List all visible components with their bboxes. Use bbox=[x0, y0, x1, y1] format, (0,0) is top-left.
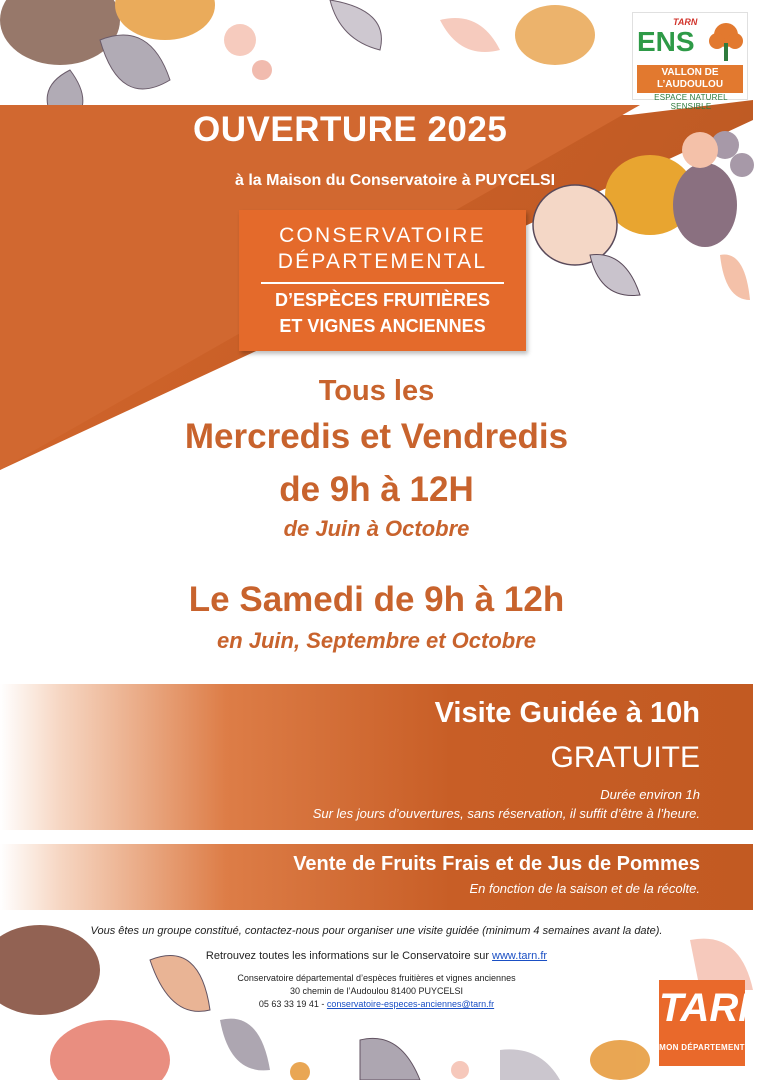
group-note: Vous êtes un groupe constitué, contactez-nous pour organiser une visite guidée (minimum 4 semaines avant la date). bbox=[90, 925, 663, 937]
tarn-logo-word: TARN bbox=[659, 986, 767, 1030]
schedule-days: Mercredis et Vendredis bbox=[184, 417, 569, 456]
visite-note: Sur les jours d’ouvertures, sans réservation, il suffit d’être à l’heure. bbox=[312, 806, 700, 821]
conservatoire-line3: D’ESPÈCES FRUITIÈRES bbox=[274, 290, 491, 310]
ens-logo-word: ENS bbox=[637, 26, 695, 57]
visite-title: Visite Guidée à 10h bbox=[434, 697, 700, 729]
schedule-saturday-period: en Juin, Septembre et Octobre bbox=[216, 628, 537, 653]
phone-number: 05 63 33 19 41 - bbox=[258, 999, 327, 1009]
address-name: Conservatoire départemental d’espèces fruitières et vignes anciennes bbox=[237, 973, 516, 983]
ens-logo-espace: ESPACE NATUREL SENSIBLE bbox=[654, 93, 728, 111]
conservatoire-line4: ET VIGNES ANCIENNES bbox=[279, 316, 486, 336]
tarn-logo-sub: MON DÉPARTEMENT bbox=[659, 1043, 745, 1052]
email-link[interactable]: conservatoire-especes-anciennes@tarn.fr bbox=[326, 999, 495, 1009]
visite-duration: Durée environ 1h bbox=[600, 787, 700, 802]
schedule-saturday: Le Samedi de 9h à 12h bbox=[188, 580, 565, 619]
visite-price: GRATUITE bbox=[550, 741, 700, 774]
info-text: Retrouvez toutes les informations sur le Conservatoire sur bbox=[205, 950, 493, 962]
address-street: 30 chemin de l’Audoulou 81400 PUYCELSI bbox=[289, 986, 464, 996]
tarn-logo bbox=[659, 980, 767, 1066]
page-subtitle: à la Maison du Conservatoire à PUYCELSI bbox=[235, 172, 556, 189]
schedule-period: de Juin à Octobre bbox=[283, 516, 470, 541]
vente-note: En fonction de la saison et de la récolte. bbox=[469, 881, 700, 896]
ens-logo bbox=[632, 12, 748, 111]
info-line bbox=[0, 950, 753, 962]
schedule-line1: Tous les bbox=[318, 375, 435, 407]
ens-logo-tarn: TARN bbox=[673, 17, 698, 27]
schedule-hours: de 9h à 12H bbox=[279, 470, 474, 509]
conservatoire-line2: DÉPARTEMENTAL bbox=[277, 250, 488, 273]
tree-icon bbox=[707, 21, 745, 63]
vente-title: Vente de Fruits Frais et de Jus de Pommes bbox=[293, 853, 700, 875]
page-title: OUVERTURE 2025 bbox=[193, 110, 508, 149]
ens-logo-vallon: VALLON DE L’AUDOULOU bbox=[637, 65, 743, 93]
conservatoire-box bbox=[239, 210, 526, 351]
contact-line bbox=[0, 999, 753, 1009]
conservatoire-divider bbox=[261, 282, 504, 284]
tarn-website-link[interactable]: www.tarn.fr bbox=[492, 950, 548, 962]
conservatoire-line1: CONSERVATOIRE bbox=[279, 224, 486, 247]
